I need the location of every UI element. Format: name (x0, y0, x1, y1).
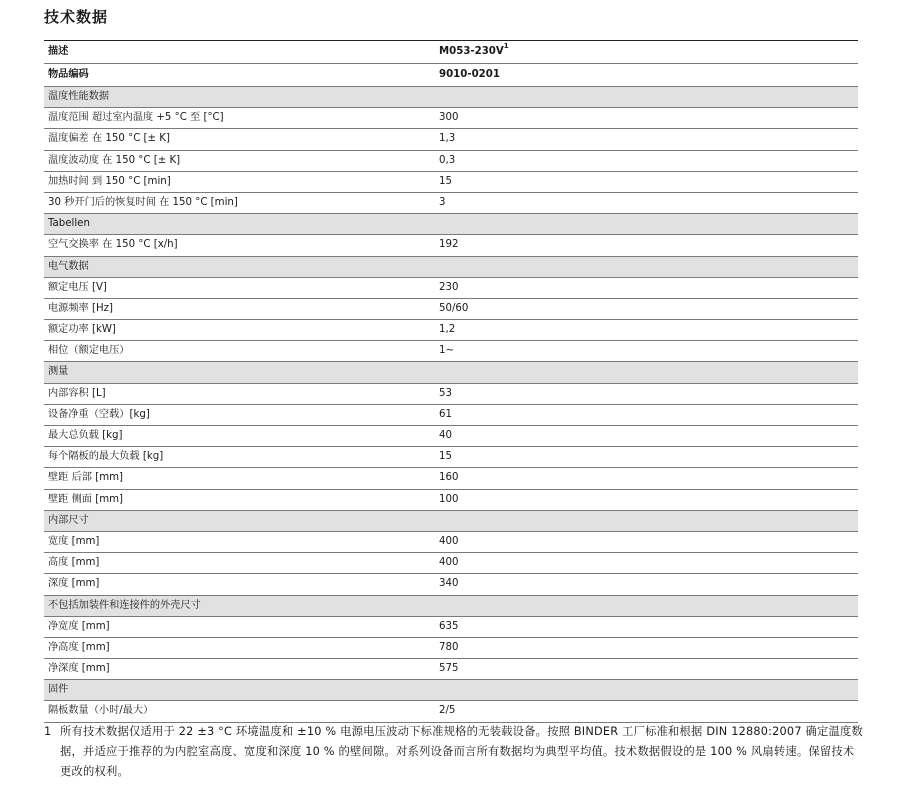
table-row-value-text: 1,2 (439, 324, 456, 336)
table-row-value (436, 574, 858, 594)
table-row-label: 加热时间 到 150 °C [min] (48, 175, 171, 187)
table-row-label: 隔板数量（小时/最大） (48, 705, 154, 717)
table-row-label: 电源频率 [Hz] (48, 302, 113, 314)
table-row-value (436, 108, 858, 128)
table-row (44, 638, 858, 659)
table-row-value (436, 659, 858, 679)
header-row-label: 描述 (48, 46, 69, 57)
table-row-value (436, 468, 858, 488)
table-row-value-text: 400 (439, 535, 459, 547)
table-row-value (436, 278, 858, 298)
table-row (44, 193, 858, 214)
table-row-label: 高度 [mm] (48, 557, 100, 569)
header-row (44, 64, 858, 87)
table-row (44, 617, 858, 638)
table-row-label: 30 秒开门后的恢复时间 在 150 °C [min] (48, 196, 238, 208)
section-heading-value (436, 214, 858, 234)
section-heading-label: 电气数据 (48, 260, 89, 272)
table-row-value (436, 638, 858, 658)
table-row-label: 相位（额定电压） (48, 345, 130, 357)
section-heading-label: Tabellen (48, 218, 90, 230)
table-row-value-text: 3 (439, 196, 446, 208)
table-row-value-text: 192 (439, 239, 459, 251)
table-row-value (436, 553, 858, 573)
header-row-value-text: 9010-0201 (439, 69, 500, 80)
table-row-label: 温度波动度 在 150 °C [± K] (48, 154, 181, 166)
table-row-value-text: 780 (439, 641, 459, 653)
table-row-value-text: 0,3 (439, 154, 456, 166)
footnote-ref: 1 (503, 42, 509, 50)
table-row-label: 壁距 后部 [mm] (48, 472, 124, 484)
table-row (44, 278, 858, 299)
table-row-value-text: 50/60 (439, 302, 469, 314)
section-heading-value (436, 87, 858, 107)
table-row-value-text: 15 (439, 451, 452, 463)
section-heading-label: 内部尺寸 (48, 514, 89, 526)
table-row (44, 553, 858, 574)
section-heading-label: 固件 (48, 684, 69, 696)
table-row (44, 426, 858, 447)
table-row (44, 235, 858, 256)
table-row-value-text: 1,3 (439, 133, 456, 145)
section-heading (44, 362, 858, 383)
table-row-label: 每个隔板的最大负载 [kg] (48, 451, 164, 463)
table-row (44, 129, 858, 150)
section-heading (44, 257, 858, 278)
section-heading-value (436, 511, 858, 531)
table-row-value (436, 151, 858, 171)
table-row-value-text: 300 (439, 112, 459, 124)
table-row-value-text: 230 (439, 281, 459, 293)
table-row-value-text: 635 (439, 620, 459, 632)
table-row-label: 额定功率 [kW] (48, 324, 116, 336)
table-row-value (436, 405, 858, 425)
header-row-value-text: M053-230V (439, 46, 504, 57)
table-row-value (436, 235, 858, 255)
section-heading (44, 214, 858, 235)
table-row (44, 320, 858, 341)
section-heading (44, 596, 858, 617)
table-row-label: 净深度 [mm] (48, 663, 110, 675)
table-row-label: 设备净重（空载）[kg] (48, 408, 150, 420)
tech-data-table (44, 40, 858, 723)
section-heading (44, 87, 858, 108)
table-row (44, 172, 858, 193)
table-row (44, 384, 858, 405)
table-row-value (436, 384, 858, 404)
table-row-value (436, 701, 858, 721)
section-heading-value (436, 257, 858, 277)
page-title: 技术数据 (44, 8, 109, 26)
section-heading-label: 温度性能数据 (48, 91, 110, 102)
header-row-value (436, 64, 858, 86)
table-row (44, 108, 858, 129)
table-row (44, 701, 858, 722)
table-row-label: 温度偏差 在 150 °C [± K] (48, 133, 170, 145)
section-heading-label: 不包括加装件和连接件的外壳尺寸 (48, 599, 201, 611)
table-row-value (436, 129, 858, 149)
table-row-value-text: 575 (439, 663, 459, 675)
section-heading-value (436, 362, 858, 382)
table-row-value-text: 15 (439, 175, 452, 187)
section-heading-value (436, 680, 858, 700)
table-row-value (436, 490, 858, 510)
table-row-value (436, 617, 858, 637)
table-row (44, 447, 858, 468)
table-row (44, 574, 858, 595)
section-heading (44, 511, 858, 532)
table-row-value (436, 172, 858, 192)
table-row-label: 温度范围 超过室内温度 +5 °C 至 [°C] (48, 112, 224, 124)
table-row-value (436, 193, 858, 213)
table-row-value (436, 341, 858, 361)
table-row-value (436, 426, 858, 446)
table-row-value (436, 320, 858, 340)
table-row-label: 内部容积 [L] (48, 387, 106, 399)
table-row-label: 空气交换率 在 150 °C [x/h] (48, 239, 178, 251)
table-row (44, 659, 858, 680)
table-row-value-text: 340 (439, 578, 459, 590)
section-heading (44, 680, 858, 701)
table-row-label: 净宽度 [mm] (48, 620, 110, 632)
table-row (44, 299, 858, 320)
table-row (44, 490, 858, 511)
table-row-value (436, 299, 858, 319)
table-row-value-text: 100 (439, 493, 459, 505)
footnote-number: 1 (44, 725, 52, 738)
table-row-value-text: 53 (439, 387, 452, 399)
table-row (44, 151, 858, 172)
table-row-value-text: 1~ (439, 345, 455, 357)
table-row-label: 最大总负载 [kg] (48, 430, 123, 441)
table-row-label: 壁距 侧面 [mm] (48, 493, 124, 505)
table-row-value-text: 61 (439, 408, 452, 420)
section-heading-value (436, 596, 858, 616)
table-row-value-text: 40 (439, 430, 452, 441)
footnote (44, 722, 864, 782)
header-row-label: 物品编码 (48, 69, 89, 80)
header-row (44, 41, 858, 64)
table-row-label: 额定电压 [V] (48, 281, 107, 293)
table-row (44, 341, 858, 362)
table-row (44, 468, 858, 489)
table-row-value (436, 447, 858, 467)
footnote-text: 所有技术数据仅适用于 22 ±3 °C 环境温度和 ±10 % 电源电压波动下标准规格的无装载设备。按照 BINDER 工厂标准和根据 DIN 12880:2007 确定温度数据，并适应于推荐的为内腔室高度、宽度和深度 10 % 的壁间隙。对系列设备而言所有数据均为典型平均值。技术数据假设的是 100 % 风扇转速。保留技术更改的权利。 (60, 725, 863, 778)
table-row-label: 宽度 [mm] (48, 535, 100, 547)
table-row (44, 405, 858, 426)
table-row-value (436, 532, 858, 552)
section-heading-label: 测量 (48, 366, 69, 378)
table-row-label: 深度 [mm] (48, 578, 100, 590)
table-row-label: 净高度 [mm] (48, 641, 110, 653)
table-row-value-text: 160 (439, 472, 459, 484)
table-row (44, 532, 858, 553)
header-row-value (436, 41, 858, 63)
table-row-value-text: 2/5 (439, 705, 456, 717)
table-row-value-text: 400 (439, 557, 459, 569)
